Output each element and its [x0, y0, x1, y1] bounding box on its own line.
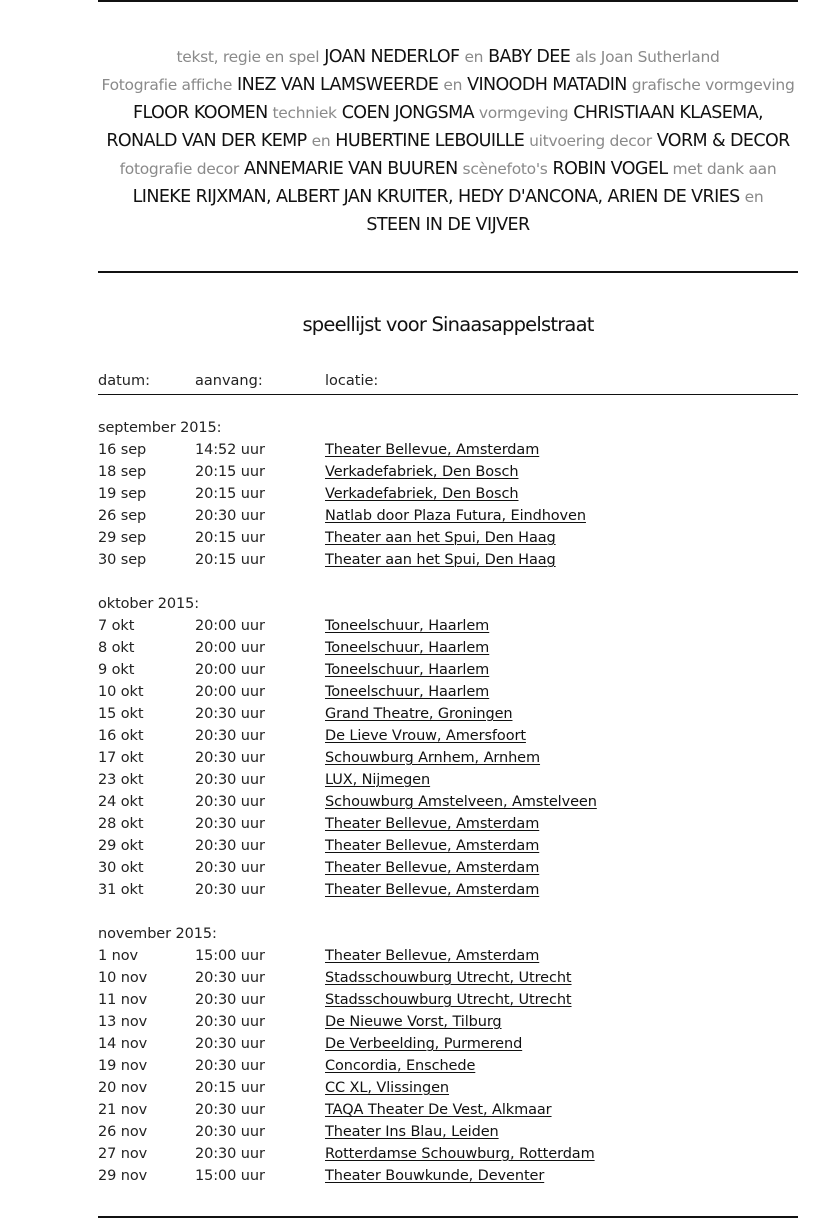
- credit-role: Fotografie affiche: [101, 76, 233, 94]
- schedule-row: [98, 1121, 798, 1143]
- venue-link[interactable]: LUX, Nijmegen: [325, 772, 431, 788]
- credits-line: [98, 43, 798, 71]
- venue-link[interactable]: Schouwburg Arnhem, Arnhem: [325, 750, 541, 766]
- venue-link[interactable]: Rotterdamse Schouwburg, Rotterdam: [325, 1146, 595, 1162]
- performance-date: 29 sep: [98, 530, 147, 546]
- schedule-row: [98, 989, 798, 1011]
- performance-date: 10 okt: [98, 684, 144, 700]
- performance-date: 7 okt: [98, 618, 135, 634]
- credit-name: LINEKE RIJXMAN,: [132, 187, 271, 207]
- credit-name: INEZ VAN LAMSWEERDE: [237, 75, 439, 95]
- performance-location: [325, 835, 539, 857]
- performance-time: 14:52 uur: [195, 442, 265, 458]
- performance-date: 17 okt: [98, 750, 144, 766]
- venue-link[interactable]: De Nieuwe Vorst, Tilburg: [325, 1014, 502, 1030]
- schedule-row: [98, 681, 798, 703]
- venue-link[interactable]: Concordia, Enschede: [325, 1058, 476, 1074]
- schedule-row: [98, 857, 798, 879]
- schedule-row: [98, 813, 798, 835]
- schedule-row: [98, 1055, 798, 1077]
- performance-date: 18 sep: [98, 464, 147, 480]
- venue-link[interactable]: Verkadefabriek, Den Bosch: [325, 464, 519, 480]
- schedule-row: [98, 945, 798, 967]
- credit-role: tekst, regie en spel: [176, 48, 320, 66]
- venue-link[interactable]: Verkadefabriek, Den Bosch: [325, 486, 519, 502]
- month-block: [98, 923, 798, 1187]
- month-block: [98, 417, 798, 571]
- venue-link[interactable]: Theater Bellevue, Amsterdam: [325, 882, 540, 898]
- performance-time: 20:30 uur: [195, 860, 265, 876]
- page-title: speellijst voor Sinaasappelstraat: [302, 313, 594, 336]
- schedule-row: [98, 659, 798, 681]
- credit-role: vormgeving: [478, 104, 569, 122]
- performance-date: 31 okt: [98, 882, 144, 898]
- performance-time: 15:00 uur: [195, 1168, 265, 1184]
- schedule-row: [98, 1165, 798, 1187]
- venue-link[interactable]: Theater Bellevue, Amsterdam: [325, 442, 540, 458]
- schedule-row: [98, 461, 798, 483]
- performance-location: [325, 725, 526, 747]
- schedule-row: [98, 791, 798, 813]
- venue-link[interactable]: Theater Bouwkunde, Deventer: [325, 1168, 545, 1184]
- schedule-row: [98, 1033, 798, 1055]
- performance-date: 30 okt: [98, 860, 144, 876]
- schedule-row: [98, 1077, 798, 1099]
- venue-link[interactable]: Theater aan het Spui, Den Haag: [325, 530, 556, 546]
- performance-date: 9 okt: [98, 662, 135, 678]
- performance-location: [325, 1033, 522, 1055]
- schedule-row: [98, 615, 798, 637]
- credit-name: VORM & DECOR: [656, 131, 790, 151]
- performance-location: [325, 527, 556, 549]
- performance-date: 29 nov: [98, 1168, 148, 1184]
- performance-time: 20:30 uur: [195, 1014, 265, 1030]
- performance-location: [325, 505, 586, 527]
- performance-time: 20:30 uur: [195, 1102, 265, 1118]
- venue-link[interactable]: Grand Theatre, Groningen: [325, 706, 513, 722]
- venue-link[interactable]: De Verbeelding, Purmerend: [325, 1036, 523, 1052]
- performance-time: 20:30 uur: [195, 772, 265, 788]
- schedule-list: [98, 417, 798, 1209]
- performance-location: [325, 1077, 449, 1099]
- performance-location: [325, 1143, 595, 1165]
- venue-link[interactable]: Theater Bellevue, Amsterdam: [325, 816, 540, 832]
- performance-location: [325, 791, 597, 813]
- performance-time: 20:30 uur: [195, 794, 265, 810]
- performance-date: 16 sep: [98, 442, 147, 458]
- performance-location: [325, 637, 489, 659]
- schedule-row: [98, 1143, 798, 1165]
- performance-location: [325, 615, 489, 637]
- credits-block: [98, 43, 798, 239]
- credit-name: BABY DEE: [488, 47, 571, 67]
- performance-date: 1 nov: [98, 948, 138, 964]
- performance-location: [325, 747, 540, 769]
- performance-date: 21 nov: [98, 1102, 148, 1118]
- performance-location: [325, 1055, 475, 1077]
- credit-role: fotografie decor: [119, 160, 239, 178]
- performance-date: 11 nov: [98, 992, 148, 1008]
- performance-date: 23 okt: [98, 772, 144, 788]
- performance-location: [325, 483, 518, 505]
- credit-name: HEDY D'ANCONA,: [457, 187, 603, 207]
- credit-name: CHRISTIAAN KLASEMA,: [573, 103, 763, 123]
- schedule-row: [98, 439, 798, 461]
- schedule-header: [98, 373, 798, 395]
- header-time: aanvang:: [195, 373, 263, 389]
- credit-name: JOAN NEDERLOF: [324, 47, 460, 67]
- credit-role: en: [311, 132, 331, 150]
- schedule-row: [98, 967, 798, 989]
- schedule-row: [98, 527, 798, 549]
- top-divider: [98, 0, 798, 2]
- performance-location: [325, 703, 512, 725]
- venue-link[interactable]: CC XL, Vlissingen: [325, 1080, 450, 1096]
- venue-link[interactable]: Theater aan het Spui, Den Haag: [325, 552, 556, 568]
- venue-link[interactable]: Theater Ins Blau, Leiden: [325, 1124, 499, 1140]
- performance-location: [325, 1099, 552, 1121]
- schedule-row: [98, 505, 798, 527]
- credits-line: [98, 71, 798, 99]
- credit-name: FLOOR KOOMEN: [133, 103, 268, 123]
- performance-time: 20:15 uur: [195, 486, 265, 502]
- credit-role: techniek: [272, 104, 337, 122]
- performance-time: 20:00 uur: [195, 640, 265, 656]
- performance-time: 20:30 uur: [195, 992, 265, 1008]
- venue-link[interactable]: Natlab door Plaza Futura, Eindhoven: [325, 508, 586, 524]
- schedule-row: [98, 1099, 798, 1121]
- performance-date: 28 okt: [98, 816, 144, 832]
- venue-link[interactable]: TAQA Theater De Vest, Alkmaar: [325, 1102, 552, 1118]
- performance-location: [325, 461, 518, 483]
- performance-time: 20:00 uur: [195, 618, 265, 634]
- performance-time: 20:30 uur: [195, 1146, 265, 1162]
- performance-time: 20:00 uur: [195, 662, 265, 678]
- schedule-row: [98, 483, 798, 505]
- performance-date: 26 sep: [98, 508, 147, 524]
- performance-time: 15:00 uur: [195, 948, 265, 964]
- performance-location: [325, 967, 572, 989]
- credit-name: HUBERTINE LEBOUILLE: [335, 131, 525, 151]
- performance-time: 20:00 uur: [195, 684, 265, 700]
- performance-location: [325, 945, 539, 967]
- month-block: [98, 593, 798, 901]
- credit-role: en: [443, 76, 463, 94]
- performance-date: 13 nov: [98, 1014, 148, 1030]
- performance-location: [325, 1011, 502, 1033]
- credit-role: grafische vormgeving: [631, 76, 795, 94]
- credit-role: uitvoering decor: [529, 132, 652, 150]
- performance-time: 20:30 uur: [195, 882, 265, 898]
- schedule-row: [98, 879, 798, 901]
- credit-role: en: [744, 188, 764, 206]
- performance-date: 19 nov: [98, 1058, 148, 1074]
- performance-time: 20:30 uur: [195, 970, 265, 986]
- performance-time: 20:30 uur: [195, 838, 265, 854]
- credits-line: [98, 183, 798, 211]
- performance-date: 26 nov: [98, 1124, 148, 1140]
- performance-time: 20:30 uur: [195, 1058, 265, 1074]
- schedule-row: [98, 703, 798, 725]
- performance-location: [325, 989, 572, 1011]
- performance-date: 19 sep: [98, 486, 147, 502]
- performance-time: 20:15 uur: [195, 1080, 265, 1096]
- performance-location: [325, 813, 539, 835]
- performance-date: 27 nov: [98, 1146, 148, 1162]
- venue-link[interactable]: Toneelschuur, Haarlem: [325, 662, 490, 678]
- performance-date: 29 okt: [98, 838, 144, 854]
- schedule-row: [98, 769, 798, 791]
- performance-location: [325, 549, 556, 571]
- credits-line: [98, 99, 798, 127]
- header-date: datum:: [98, 373, 150, 389]
- performance-date: 10 nov: [98, 970, 148, 986]
- performance-date: 24 okt: [98, 794, 144, 810]
- credit-name: ALBERT JAN KRUITER,: [275, 187, 454, 207]
- performance-time: 20:15 uur: [195, 530, 265, 546]
- schedule-row: [98, 637, 798, 659]
- credit-name: STEEN IN DE VIJVER: [366, 215, 530, 235]
- performance-location: [325, 659, 489, 681]
- credit-role: als Joan Sutherland: [575, 48, 720, 66]
- credit-name: VINOODH MATADIN: [467, 75, 627, 95]
- performance-location: [325, 879, 539, 901]
- credit-role: scènefoto's: [462, 160, 548, 178]
- performance-time: 20:15 uur: [195, 552, 265, 568]
- performance-time: 20:15 uur: [195, 464, 265, 480]
- schedule-row: [98, 1011, 798, 1033]
- performance-date: 15 okt: [98, 706, 144, 722]
- credit-role: met dank aan: [672, 160, 777, 178]
- venue-link[interactable]: Theater Bellevue, Amsterdam: [325, 860, 540, 876]
- credits-line: [98, 155, 798, 183]
- performance-time: 20:30 uur: [195, 816, 265, 832]
- schedule-row: [98, 549, 798, 571]
- performance-time: 20:30 uur: [195, 1036, 265, 1052]
- venue-link[interactable]: Toneelschuur, Haarlem: [325, 640, 490, 656]
- performance-time: 20:30 uur: [195, 750, 265, 766]
- month-title: oktober 2015:: [98, 596, 200, 612]
- performance-location: [325, 857, 539, 879]
- performance-location: [325, 1121, 499, 1143]
- venue-link[interactable]: Toneelschuur, Haarlem: [325, 684, 490, 700]
- venue-link[interactable]: Schouwburg Amstelveen, Amstelveen: [325, 794, 597, 810]
- performance-location: [325, 439, 539, 461]
- performance-location: [325, 769, 430, 791]
- performance-date: 14 nov: [98, 1036, 148, 1052]
- credit-name: ANNEMARIE VAN BUUREN: [243, 159, 458, 179]
- performance-time: 20:30 uur: [195, 706, 265, 722]
- schedule-row: [98, 835, 798, 857]
- venue-link[interactable]: Stadsschouwburg Utrecht, Utrecht: [325, 992, 572, 1008]
- venue-link[interactable]: Theater Bellevue, Amsterdam: [325, 838, 540, 854]
- performance-date: 8 okt: [98, 640, 135, 656]
- credit-role: en: [464, 48, 484, 66]
- credits-line: [98, 211, 798, 239]
- credit-name: RONALD VAN DER KEMP: [106, 131, 307, 151]
- performance-time: 20:30 uur: [195, 1124, 265, 1140]
- month-title: november 2015:: [98, 926, 217, 942]
- bottom-divider: [98, 1216, 798, 1218]
- performance-date: 30 sep: [98, 552, 147, 568]
- credit-name: ROBIN VOGEL: [552, 159, 668, 179]
- performance-location: [325, 1165, 544, 1187]
- schedule-row: [98, 747, 798, 769]
- header-location: locatie:: [325, 373, 379, 389]
- performance-date: 20 nov: [98, 1080, 148, 1096]
- performance-time: 20:30 uur: [195, 508, 265, 524]
- venue-link[interactable]: Toneelschuur, Haarlem: [325, 618, 490, 634]
- month-title: september 2015:: [98, 420, 222, 436]
- performance-date: 16 okt: [98, 728, 144, 744]
- venue-link[interactable]: Stadsschouwburg Utrecht, Utrecht: [325, 970, 572, 986]
- credit-name: ARIEN DE VRIES: [607, 187, 740, 207]
- credit-name: COEN JONGSMA: [341, 103, 474, 123]
- credits-line: [98, 127, 798, 155]
- venue-link[interactable]: De Lieve Vrouw, Amersfoort: [325, 728, 526, 744]
- performance-time: 20:30 uur: [195, 728, 265, 744]
- venue-link[interactable]: Theater Bellevue, Amsterdam: [325, 948, 540, 964]
- credits-divider: [98, 271, 798, 273]
- performance-location: [325, 681, 489, 703]
- schedule-row: [98, 725, 798, 747]
